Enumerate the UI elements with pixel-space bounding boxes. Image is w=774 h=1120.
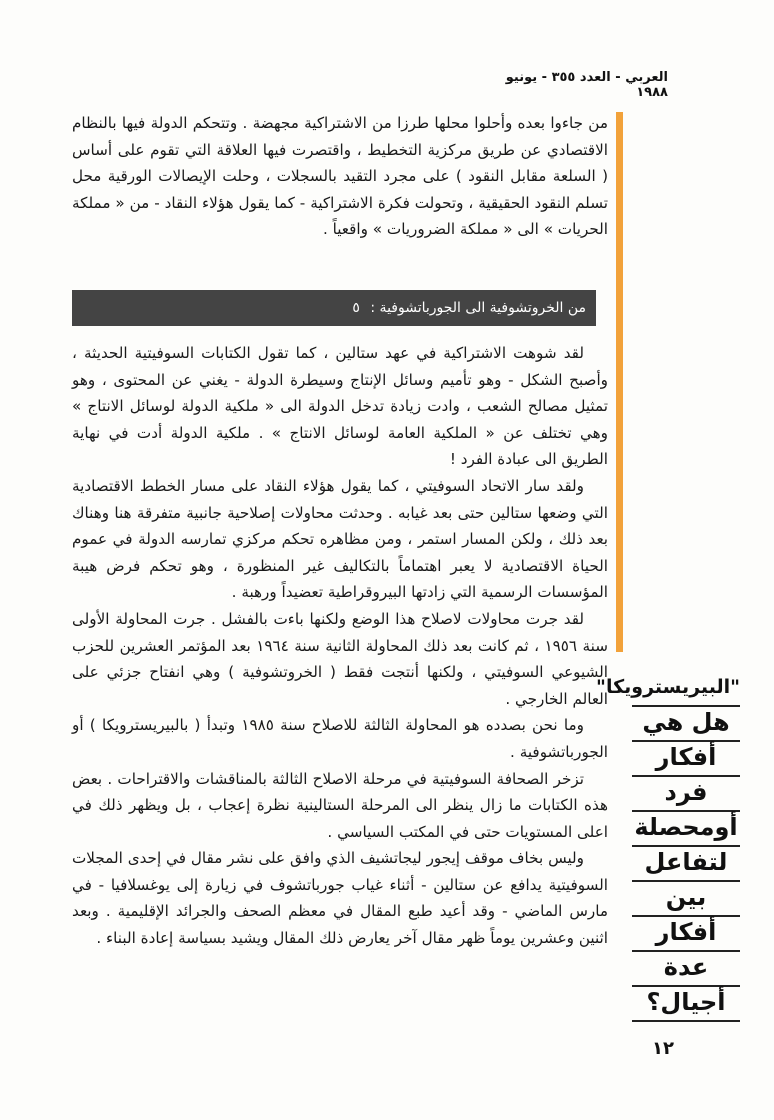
top-column (72, 110, 608, 243)
body-paragraph: تزخر الصحافة السوفيتية في مرحلة الاصلاح الثالثة بالمناقشات والاقتراحات . بعض هذه الكتابات ما زال ينظر الى المرحلة الستالينية نظرة إعجاب ، بل ويظهر ذلك في اعلى المستويات حتى في المكتب السياسي . (72, 769, 608, 841)
body-paragraph: ولقد سار الاتحاد السوفيتي ، كما يقول هؤلاء النقاد على مسار الخطط الاقتصادية التي وضعها ستالين حتى بعد غيابه . وحدثت محاولات إصلاحية جانبية متفرقة هنا وهناك بعد ذلك ، ولكن المسار استمر ، ومن مظاهره تحكم مركزي تمارسه الدولة في عموم الحياة الاقتصادية لا يعبر اهتماماً بالتكاليف غير المنظورة ، وهو تحكم فرض هيبة المؤسسات الرسمية التي زادتها البيروقراطية تعضيداً ورهبة . (72, 476, 608, 602)
top-paragraph: من جاءوا بعده وأحلوا محلها طرزا من الاشتراكية مجهضة . وتتحكم الدولة فيها بالنظام الاقتصادي عن طريق مركزية التخطيط ، واقتصرت فيها العلاقة التي تقوم على أساس ( السلعة مقابل النقود ) على مجرد التقيد بالسجلات ، وحلت الإيصالات الورقية محل تسلم النقود الحقيقية ، وتحولت فكرة الاشتراكية - كما يقول هؤلاء النقاد - من « مملكة الحريات » الى « مملكة الضروريات » واقعياً . (72, 114, 608, 239)
pull-quote-line: فرد (632, 777, 740, 812)
body-paragraph: وما نحن بصدده هو المحاولة الثالثة للاصلاح سنة ١٩٨٥ وتبدأ ( بالبيريسترويكا ) أو الجورباتشوفية . (72, 716, 608, 761)
pull-quote-line: "البيريسترويكا" (632, 672, 740, 707)
body-paragraph: لقد جرت محاولات لاصلاح هذا الوضع ولكنها باءت بالفشل . جرت المحاولة الأولى سنة ١٩٥٦ ، ثم كانت بعد ذلك المحاولة الثانية سنة ١٩٦٤ بعد المؤتمر العشرين للحزب الشيوعي السوفيتي ، ولكنها أنتجت فقط ( الخروتشوفية ) وهي انفتاح جزئي على العالم الخارجي . (72, 609, 608, 708)
body-paragraph: وليس بخاف موقف إيجور ليجاتشيف الذي وافق على نشر مقال في إحدى المجلات السوفيتية يدافع عن ستالين - أثناء غياب جورباتشوف في زيارة إلى يوغسلافيا - في مارس الماضي - وقد أعيد طبع المقال في معظم الصحف والجرائد الإقليمية . وبعد اثنين وعشرين يوماً ظهر مقال آخر يعارض ذلك المقال ويشيد بسياسة إعادة البناء . (72, 849, 608, 948)
pull-quote-line: أفكار (632, 917, 740, 952)
section-heading (72, 290, 596, 326)
pull-quote-line: لتفاعل (632, 847, 740, 882)
section-number: ٥ (352, 300, 360, 316)
section-title: من الخروتشوفية الى الجورباتشوفية : (370, 300, 586, 316)
accent-bar (616, 112, 623, 652)
running-header: العربي - العدد ٣٥٥ - يونيو ١٩٨٨ (505, 70, 668, 100)
pull-quote-line: عدة (632, 952, 740, 987)
body-paragraph: لقد شوهت الاشتراكية في عهد ستالين ، كما تقول الكتابات السوفيتية الحديثة ، وأصبح الشكل - وهو تأميم وسائل الإنتاج وسيطرة الدولة - يغني عن المحتوى ، وهو تمثيل مصالح الشعب ، وادت زيادة تدخل الدولة الى « ملكية الدولة لوسائل الانتاج » وهي تختلف عن « الملكية العامة لوسائل الانتاج » . ملكية الدولة أدت في نهاية الطريق الى عبادة الفرد ! (72, 344, 608, 469)
page-number: ١٢ (652, 1038, 674, 1059)
pull-quote-line: أومحصلة (632, 812, 740, 847)
pull-quote-line: أفكار (632, 742, 740, 777)
pull-quote-line: هل هي (632, 707, 740, 742)
main-column (72, 340, 608, 952)
pull-quote-line: أجيال؟ (632, 987, 740, 1022)
pull-quote-line: بين (632, 882, 740, 917)
pull-quote (596, 672, 740, 1022)
